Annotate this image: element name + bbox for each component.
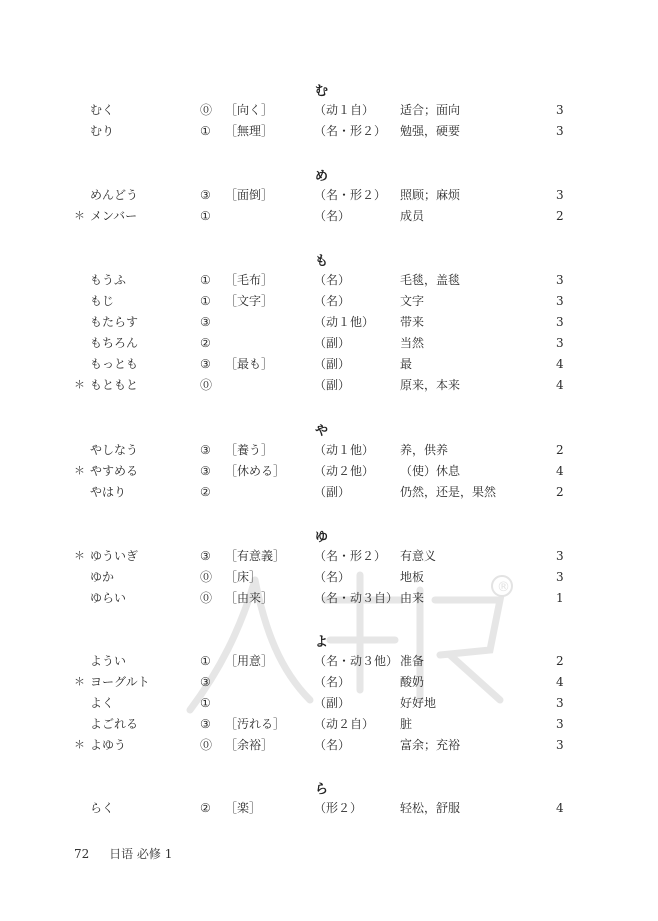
section-kana: む	[315, 84, 329, 99]
entry-meaning: 文字	[400, 294, 425, 308]
entry-meaning: 勉强，硬要	[400, 124, 461, 138]
entry-meaning: 脏	[400, 717, 413, 731]
entry-accent: ③	[200, 443, 211, 457]
vocabulary-entry	[0, 714, 658, 734]
entry-part-of-speech: （副）	[314, 336, 351, 350]
entry-accent: ②	[200, 336, 211, 350]
new-word-marker: ＊	[74, 464, 85, 477]
entry-accent: ③	[200, 464, 211, 478]
entry-lesson: 3	[556, 738, 564, 752]
entry-part-of-speech: （名）	[314, 675, 351, 689]
book-title: 日语 必修 1	[109, 847, 173, 861]
vocabulary-entry	[0, 567, 658, 587]
entry-accent: ①	[200, 273, 211, 287]
entry-accent: ③	[200, 717, 211, 731]
entry-lesson: 3	[556, 273, 564, 287]
entry-kanji: ［用意］	[225, 654, 274, 668]
entry-word: メンバー	[90, 209, 138, 223]
section-kana: ゆ	[315, 530, 329, 545]
svg-text:®: ®	[497, 580, 510, 595]
entry-lesson: 1	[556, 591, 564, 605]
entry-lesson: 3	[556, 315, 564, 329]
entry-word: ゆういぎ	[90, 549, 139, 563]
entry-meaning: 好好地	[400, 696, 437, 710]
page-footer	[74, 845, 172, 862]
vocabulary-entry	[0, 333, 658, 353]
entry-lesson: 2	[556, 209, 564, 223]
entry-meaning: 轻松，舒服	[400, 801, 461, 815]
entry-word: よゆう	[90, 738, 127, 752]
entry-lesson: 4	[556, 801, 564, 815]
entry-part-of-speech: （名）	[314, 738, 351, 752]
entry-part-of-speech: （名・形２）	[314, 188, 387, 202]
entry-lesson: 3	[556, 549, 564, 563]
vocabulary-entry	[0, 546, 658, 566]
entry-kanji: ［余裕］	[225, 738, 274, 752]
vocabulary-entry	[0, 651, 658, 671]
entry-word: もともと	[90, 378, 139, 392]
vocabulary-entry	[0, 121, 658, 141]
entry-meaning: （使）休息	[400, 464, 461, 478]
entry-accent: ⓪	[200, 103, 213, 117]
vocabulary-entry	[0, 312, 658, 332]
entry-kanji: ［向く］	[225, 103, 274, 117]
entry-word: ゆか	[90, 570, 115, 584]
entry-lesson: 2	[556, 654, 564, 668]
entry-kanji: ［文字］	[225, 294, 274, 308]
vocabulary-entry	[0, 693, 658, 713]
entry-meaning: 由来	[400, 591, 425, 605]
entry-kanji: ［最も］	[225, 357, 274, 371]
entry-lesson: 3	[556, 124, 564, 138]
new-word-marker: ＊	[74, 675, 85, 688]
entry-word: もうふ	[90, 273, 127, 287]
entry-word: ゆらい	[90, 591, 127, 605]
vocabulary-entry	[0, 440, 658, 460]
entry-kanji: ［楽］	[225, 801, 262, 815]
entry-lesson: 3	[556, 103, 564, 117]
entry-part-of-speech: （副）	[314, 485, 351, 499]
entry-accent: ①	[200, 654, 211, 668]
entry-part-of-speech: （名・形２）	[314, 124, 387, 138]
entry-meaning: 适合；面向	[400, 103, 461, 117]
entry-accent: ⓪	[200, 570, 213, 584]
entry-kanji: ［休める］	[225, 464, 286, 478]
entry-word: やしなう	[90, 443, 139, 457]
entry-meaning: 酸奶	[400, 675, 425, 689]
vocabulary-entry	[0, 588, 658, 608]
entry-meaning: 准备	[400, 654, 425, 668]
new-word-marker: ＊	[74, 378, 85, 391]
entry-meaning: 带来	[400, 315, 425, 329]
entry-accent: ①	[200, 696, 211, 710]
entry-lesson: 4	[556, 464, 564, 478]
vocabulary-entry	[0, 798, 658, 818]
entry-word: よごれる	[90, 717, 139, 731]
entry-accent: ③	[200, 357, 211, 371]
new-word-marker: ＊	[74, 209, 85, 222]
vocabulary-entry	[0, 206, 658, 226]
entry-word: むく	[90, 103, 115, 117]
vocabulary-entry	[0, 461, 658, 481]
entry-word: やはり	[90, 485, 127, 499]
entry-meaning: 成员	[400, 209, 425, 223]
entry-accent: ⓪	[200, 378, 213, 392]
entry-part-of-speech: （动１自）	[314, 103, 375, 117]
entry-lesson: 3	[556, 570, 564, 584]
entry-part-of-speech: （名・动３自）	[314, 591, 399, 605]
entry-word: やすめる	[90, 464, 139, 478]
entry-lesson: 4	[556, 378, 564, 392]
entry-accent: ③	[200, 549, 211, 563]
entry-word: らく	[90, 801, 115, 815]
entry-accent: ①	[200, 294, 211, 308]
entry-meaning: 毛毯，盖毯	[400, 273, 461, 287]
entry-word: むり	[90, 124, 115, 138]
entry-word: ヨーグルト	[90, 675, 150, 689]
entry-accent: ⓪	[200, 738, 213, 752]
entry-accent: ③	[200, 675, 211, 689]
entry-kanji: ［有意義］	[225, 549, 286, 563]
entry-kanji: ［汚れる］	[225, 717, 286, 731]
entry-meaning: 原来，本来	[400, 378, 461, 392]
entry-lesson: 4	[556, 357, 564, 371]
entry-lesson: 3	[556, 188, 564, 202]
entry-lesson: 4	[556, 675, 564, 689]
entry-meaning: 地板	[400, 570, 425, 584]
vocabulary-entry	[0, 354, 658, 374]
entry-kanji: ［無理］	[225, 124, 274, 138]
entry-accent: ①	[200, 209, 211, 223]
entry-meaning: 养，供养	[400, 443, 449, 457]
entry-part-of-speech: （名）	[314, 570, 351, 584]
entry-part-of-speech: （形２）	[314, 801, 363, 815]
entry-lesson: 3	[556, 336, 564, 350]
section-kana: や	[315, 424, 329, 439]
entry-accent: ⓪	[200, 591, 213, 605]
entry-word: もじ	[90, 294, 115, 308]
entry-accent: ②	[200, 485, 211, 499]
entry-part-of-speech: （动２他）	[314, 464, 375, 478]
vocabulary-entry	[0, 375, 658, 395]
entry-lesson: 3	[556, 717, 564, 731]
new-word-marker: ＊	[74, 738, 85, 751]
entry-part-of-speech: （动２自）	[314, 717, 375, 731]
entry-lesson: 2	[556, 485, 564, 499]
vocabulary-entry	[0, 270, 658, 290]
entry-part-of-speech: （副）	[314, 378, 351, 392]
vocabulary-entry	[0, 735, 658, 755]
entry-meaning: 当然	[400, 336, 425, 350]
entry-meaning: 有意义	[400, 549, 437, 563]
entry-meaning: 仍然，还是，果然	[400, 485, 497, 499]
entry-word: めんどう	[90, 188, 139, 202]
vocabulary-entry	[0, 185, 658, 205]
entry-kanji: ［由来］	[225, 591, 274, 605]
page-number: 72	[74, 847, 90, 861]
vocabulary-entry	[0, 291, 658, 311]
entry-accent: ③	[200, 188, 211, 202]
section-kana: よ	[315, 635, 329, 650]
section-kana: ら	[315, 782, 329, 797]
vocabulary-entry	[0, 482, 658, 502]
entry-part-of-speech: （动１他）	[314, 315, 375, 329]
entry-word: もちろん	[90, 336, 139, 350]
entry-word: ようい	[90, 654, 127, 668]
entry-meaning: 富余；充裕	[400, 738, 461, 752]
entry-accent: ③	[200, 315, 211, 329]
new-word-marker: ＊	[74, 549, 85, 562]
entry-word: もたらす	[90, 315, 139, 329]
entry-part-of-speech: （副）	[314, 696, 351, 710]
entry-word: もっとも	[90, 357, 139, 371]
entry-part-of-speech: （副）	[314, 357, 351, 371]
entry-part-of-speech: （名）	[314, 209, 351, 223]
section-kana: も	[315, 254, 329, 269]
entry-part-of-speech: （名・动３他）	[314, 654, 399, 668]
entry-word: よく	[90, 696, 115, 710]
vocabulary-entry	[0, 672, 658, 692]
entry-meaning: 最	[400, 357, 413, 371]
entry-lesson: 2	[556, 443, 564, 457]
entry-lesson: 3	[556, 696, 564, 710]
entry-accent: ②	[200, 801, 211, 815]
entry-part-of-speech: （动１他）	[314, 443, 375, 457]
entry-lesson: 3	[556, 294, 564, 308]
section-kana: め	[315, 169, 329, 184]
entry-part-of-speech: （名・形２）	[314, 549, 387, 563]
entry-kanji: ［面倒］	[225, 188, 274, 202]
entry-meaning: 照顾；麻烦	[400, 188, 461, 202]
entry-kanji: ［毛布］	[225, 273, 274, 287]
entry-part-of-speech: （名）	[314, 294, 351, 308]
entry-kanji: ［床］	[225, 570, 262, 584]
entry-kanji: ［養う］	[225, 443, 274, 457]
vocabulary-entry	[0, 100, 658, 120]
entry-part-of-speech: （名）	[314, 273, 351, 287]
entry-accent: ①	[200, 124, 211, 138]
